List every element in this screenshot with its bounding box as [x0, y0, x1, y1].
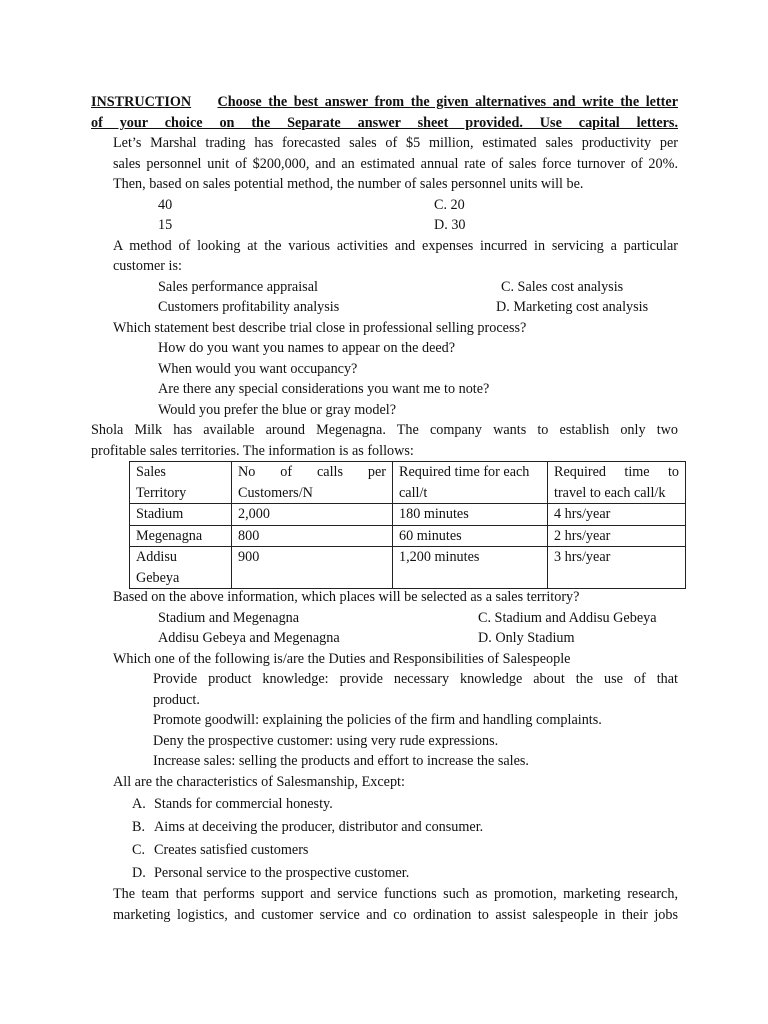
table-cell: 800: [232, 525, 393, 547]
q2-option-a: Sales performance appraisal: [158, 279, 318, 295]
q4-stem-2: profitable sales territories. The information is as follows:: [91, 443, 414, 459]
table-header-cell: Required time to travel to each call/k: [548, 462, 686, 504]
q6-option-c: [132, 840, 308, 860]
table-cell: 2 hrs/year: [548, 525, 686, 547]
q1-option-b: 15: [158, 217, 173, 233]
q1-option-c: C. 20: [434, 197, 465, 213]
table-row: [130, 504, 686, 526]
q4-question: Based on the above information, which places will be selected as a sales territory?: [113, 589, 580, 605]
table-header-row: [130, 462, 686, 504]
instruction-text-1: Choose the best answer from the given alternatives and write the letter: [217, 94, 678, 110]
table-row: [130, 525, 686, 547]
q2-option-c: C. Sales cost analysis: [501, 279, 624, 295]
instruction-label: INSTRUCTION: [91, 94, 192, 110]
table-header-cell: Required time for each call/t: [393, 462, 548, 504]
q5-option-b: Promote goodwill: explaining the policies of the firm and handling complaints.: [153, 712, 602, 728]
table-cell: 3 hrs/year: [548, 547, 686, 589]
q5-stem: Which one of the following is/are the Duties and Responsibilities of Salespeople: [113, 651, 571, 667]
q4-option-a: Stadium and Megenagna: [158, 610, 300, 626]
q7-stem-2: marketing logistics, and customer service and co ordination to assist salespeople in their jobs: [113, 907, 678, 923]
q4-option-d: D. Only Stadium: [478, 630, 575, 646]
q6-option-d: [132, 863, 409, 883]
q3-stem: Which statement best describe trial close in professional selling process?: [113, 320, 527, 336]
q1-option-d: D. 30: [434, 217, 466, 233]
q1-option-a: 40: [158, 197, 173, 213]
table-cell: 900: [232, 547, 393, 589]
q2-stem-1: A method of looking at the various activities and expenses incurred in servicing a particular: [113, 238, 678, 254]
option-text: Stands for commercial honesty.: [154, 796, 333, 812]
q1-stem-3: Then, based on sales potential method, the number of sales personnel units will be.: [113, 176, 584, 192]
q3-option-b: When would you want occupancy?: [158, 361, 358, 377]
q6-stem: All are the characteristics of Salesmanship, Except:: [113, 774, 405, 790]
q5-option-a: Provide product knowledge: provide necessary knowledge about the use of that: [153, 671, 678, 687]
q6-option-a: [132, 794, 333, 814]
q5-option-c: Deny the prospective customer: using very rude expressions.: [153, 733, 499, 749]
q4-option-c: C. Stadium and Addisu Gebeya: [478, 610, 657, 626]
option-text: Personal service to the prospective customer.: [154, 865, 410, 881]
table-header-cell: Sales Territory: [130, 462, 232, 504]
q2-option-b: Customers profitability analysis: [158, 299, 340, 315]
q7-stem-1: The team that performs support and service functions such as promotion, marketing research,: [113, 886, 678, 902]
q3-option-c: Are there any special considerations you want me to note?: [158, 381, 490, 397]
territory-table: [129, 461, 686, 589]
option-text: Aims at deceiving the producer, distributor and consumer.: [154, 819, 484, 835]
q4-option-b: Addisu Gebeya and Megenagna: [158, 630, 340, 646]
q2-stem-2: customer is:: [113, 258, 182, 274]
q2-option-d: D. Marketing cost analysis: [496, 299, 649, 315]
q3-option-a: How do you want you names to appear on the deed?: [158, 340, 456, 356]
q1-stem-2: sales personnel unit of $200,000, and an estimated annual rate of sales force turnover of 20%.: [113, 156, 678, 172]
option-text: Creates satisfied customers: [154, 842, 309, 858]
table-header-cell: No of calls per Customers/N: [232, 462, 393, 504]
table-cell: 180 minutes: [393, 504, 548, 526]
q4-stem-1: Shola Milk has available around Megenagna. The company wants to establish only two: [91, 422, 678, 438]
table-cell: 2,000: [232, 504, 393, 526]
table-cell: Stadium: [130, 504, 232, 526]
option-letter: D.: [132, 865, 146, 881]
table-cell: Addisu Gebeya: [130, 547, 232, 589]
q5-option-a-cont: product.: [153, 692, 200, 708]
instruction-line-1: [91, 92, 678, 112]
q5-option-d: Increase sales: selling the products and effort to increase the sales.: [153, 753, 529, 769]
q6-option-b: [132, 817, 483, 837]
option-letter: B.: [132, 819, 146, 835]
instruction-line-2: of your choice on the Separate answer sheet provided. Use capital letters.: [91, 115, 678, 131]
table-cell: Megenagna: [130, 525, 232, 547]
table-cell: 4 hrs/year: [548, 504, 686, 526]
q3-option-d: Would you prefer the blue or gray model?: [158, 402, 396, 418]
q1-stem-1: Let’s Marshal trading has forecasted sales of $5 million, estimated sales productivity per: [113, 135, 678, 151]
option-letter: A.: [132, 796, 146, 812]
table-row: [130, 547, 686, 589]
table-cell: 1,200 minutes: [393, 547, 548, 589]
table-cell: 60 minutes: [393, 525, 548, 547]
option-letter: C.: [132, 842, 146, 858]
